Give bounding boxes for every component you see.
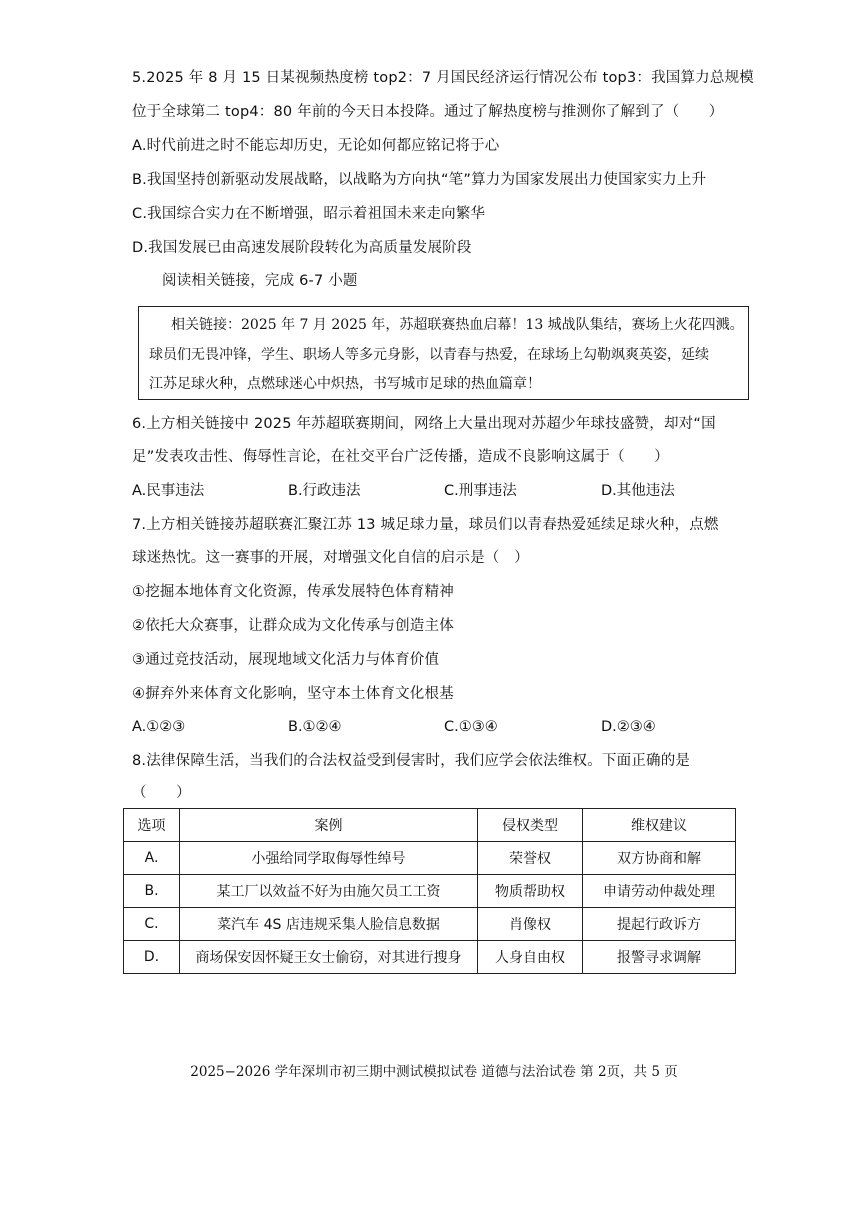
q7-option-c: C.①③④ bbox=[444, 719, 498, 735]
related-link-box bbox=[138, 306, 749, 400]
table-row bbox=[124, 842, 736, 875]
header-infringement-type: 侵权类型 bbox=[478, 809, 583, 842]
q7-option-d: D.②③④ bbox=[601, 719, 656, 735]
header-advice: 维权建议 bbox=[583, 809, 736, 842]
q6-option-c: C.刑事违法 bbox=[444, 483, 517, 499]
reading-instruction: 阅读相关链接，完成 6-7 小题 bbox=[162, 273, 358, 289]
cell-case: 小强给同学取侮辱性绰号 bbox=[180, 842, 478, 875]
q7-statement-2: ②依托大众赛事，让群众成为文化传承与创造主体 bbox=[132, 618, 454, 634]
q7-statement-4: ④摒弃外来体育文化影响，坚守本土体育文化根基 bbox=[132, 686, 454, 702]
cell-option: A. bbox=[124, 842, 180, 875]
cell-advice: 提起行政诉方 bbox=[583, 908, 736, 941]
q8-stem-line2: （ ） bbox=[132, 785, 191, 801]
page-footer: 2025−2026 学年深圳市初三期中测试模拟试卷 道德与法治试卷 第 2页，共 5 页 bbox=[190, 1064, 678, 1080]
q7-option-b: B.①②④ bbox=[288, 719, 342, 735]
cell-option: B. bbox=[124, 875, 180, 908]
cell-type: 荣誉权 bbox=[478, 842, 583, 875]
q5-option-b: B.我国坚持创新驱动发展战略，以战略为方向执“笔”算力为国家发展出力使国家实力上升 bbox=[132, 172, 707, 188]
q7-stem-line2: 球迷热忱。这一赛事的开展，对增强文化自信的启示是（ ） bbox=[132, 550, 529, 566]
q6-option-b: B.行政违法 bbox=[288, 483, 361, 499]
q5-stem-line2: 位于全球第二 top4：80 年前的今天日本投降。通过了解热度榜与推测你了解到了（ ） bbox=[132, 104, 724, 120]
table-row bbox=[124, 941, 736, 974]
cell-case: 某工厂以效益不好为由施欠员工工资 bbox=[180, 875, 478, 908]
cell-type: 人身自由权 bbox=[478, 941, 583, 974]
q6-stem-line1: 6.上方相关链接中 2025 年苏超联赛期间，网络上大量出现对苏超少年球技盛赞，却对“国 bbox=[132, 416, 716, 432]
header-option: 选项 bbox=[124, 809, 180, 842]
q7-statement-1: ①挖掘本地体育文化资源，传承发展特色体育精神 bbox=[132, 584, 454, 600]
cell-type: 物质帮助权 bbox=[478, 875, 583, 908]
cell-case: 菜汽车 4S 店违规采集人脸信息数据 bbox=[180, 908, 478, 941]
q6-option-d: D.其他违法 bbox=[601, 483, 675, 499]
cell-case: 商场保安因怀疑王女士偷窃，对其进行搜身 bbox=[180, 941, 478, 974]
table-header-row bbox=[124, 809, 736, 842]
q5-option-d: D.我国发展已由高速发展阶段转化为高质量发展阶段 bbox=[132, 240, 472, 256]
link-box-line1: 相关链接：2025 年 7 月 2025 年，苏超联赛热血启幕！13 城战队集结，赛场上火花四溅。 bbox=[171, 317, 744, 333]
q5-stem-line1: 5.2025 年 8 月 15 日某视频热度榜 top2：7 月国民经济运行情况公布 top3：我国算力总规模 bbox=[132, 70, 754, 86]
q8-stem-line1: 8.法律保障生活，当我们的合法权益受到侵害时，我们应学会依法维权。下面正确的是 bbox=[132, 753, 691, 769]
cell-advice: 报警寻求调解 bbox=[583, 941, 736, 974]
q7-option-a: A.①②③ bbox=[132, 719, 186, 735]
q7-statement-3: ③通过竞技活动，展现地域文化活力与体育价值 bbox=[132, 652, 440, 668]
link-box-line3: 江苏足球火种，点燃球迷心中炽热，书写城市足球的热血篇章！ bbox=[149, 376, 541, 392]
cell-option: D. bbox=[124, 941, 180, 974]
header-case: 案例 bbox=[180, 809, 478, 842]
cell-advice: 申请劳动仲裁处理 bbox=[583, 875, 736, 908]
cell-advice: 双方协商和解 bbox=[583, 842, 736, 875]
cell-option: C. bbox=[124, 908, 180, 941]
rights-case-table bbox=[123, 808, 736, 974]
q5-option-c: C.我国综合实力在不断增强，昭示着祖国未来走向繁华 bbox=[132, 206, 486, 222]
cell-type: 肖像权 bbox=[478, 908, 583, 941]
q7-stem-line1: 7.上方相关链接苏超联赛汇聚江苏 13 城足球力量，球员们以青春热爱延续足球火种，点燃 bbox=[132, 517, 719, 533]
q6-stem-line2: 足”发表攻击性、侮辱性言论，在社交平台广泛传播，造成不良影响这属于（ ） bbox=[132, 449, 669, 465]
link-box-line2: 球员们无畏冲锋，学生、职场人等多元身影，以青春与热爱，在球场上勾勒飒爽英姿，延续 bbox=[149, 347, 709, 363]
q6-option-a: A.民事违法 bbox=[132, 483, 205, 499]
q5-option-a: A.时代前进之时不能忘却历史，无论如何都应铭记将于心 bbox=[132, 138, 500, 154]
table-row bbox=[124, 908, 736, 941]
table-row bbox=[124, 875, 736, 908]
